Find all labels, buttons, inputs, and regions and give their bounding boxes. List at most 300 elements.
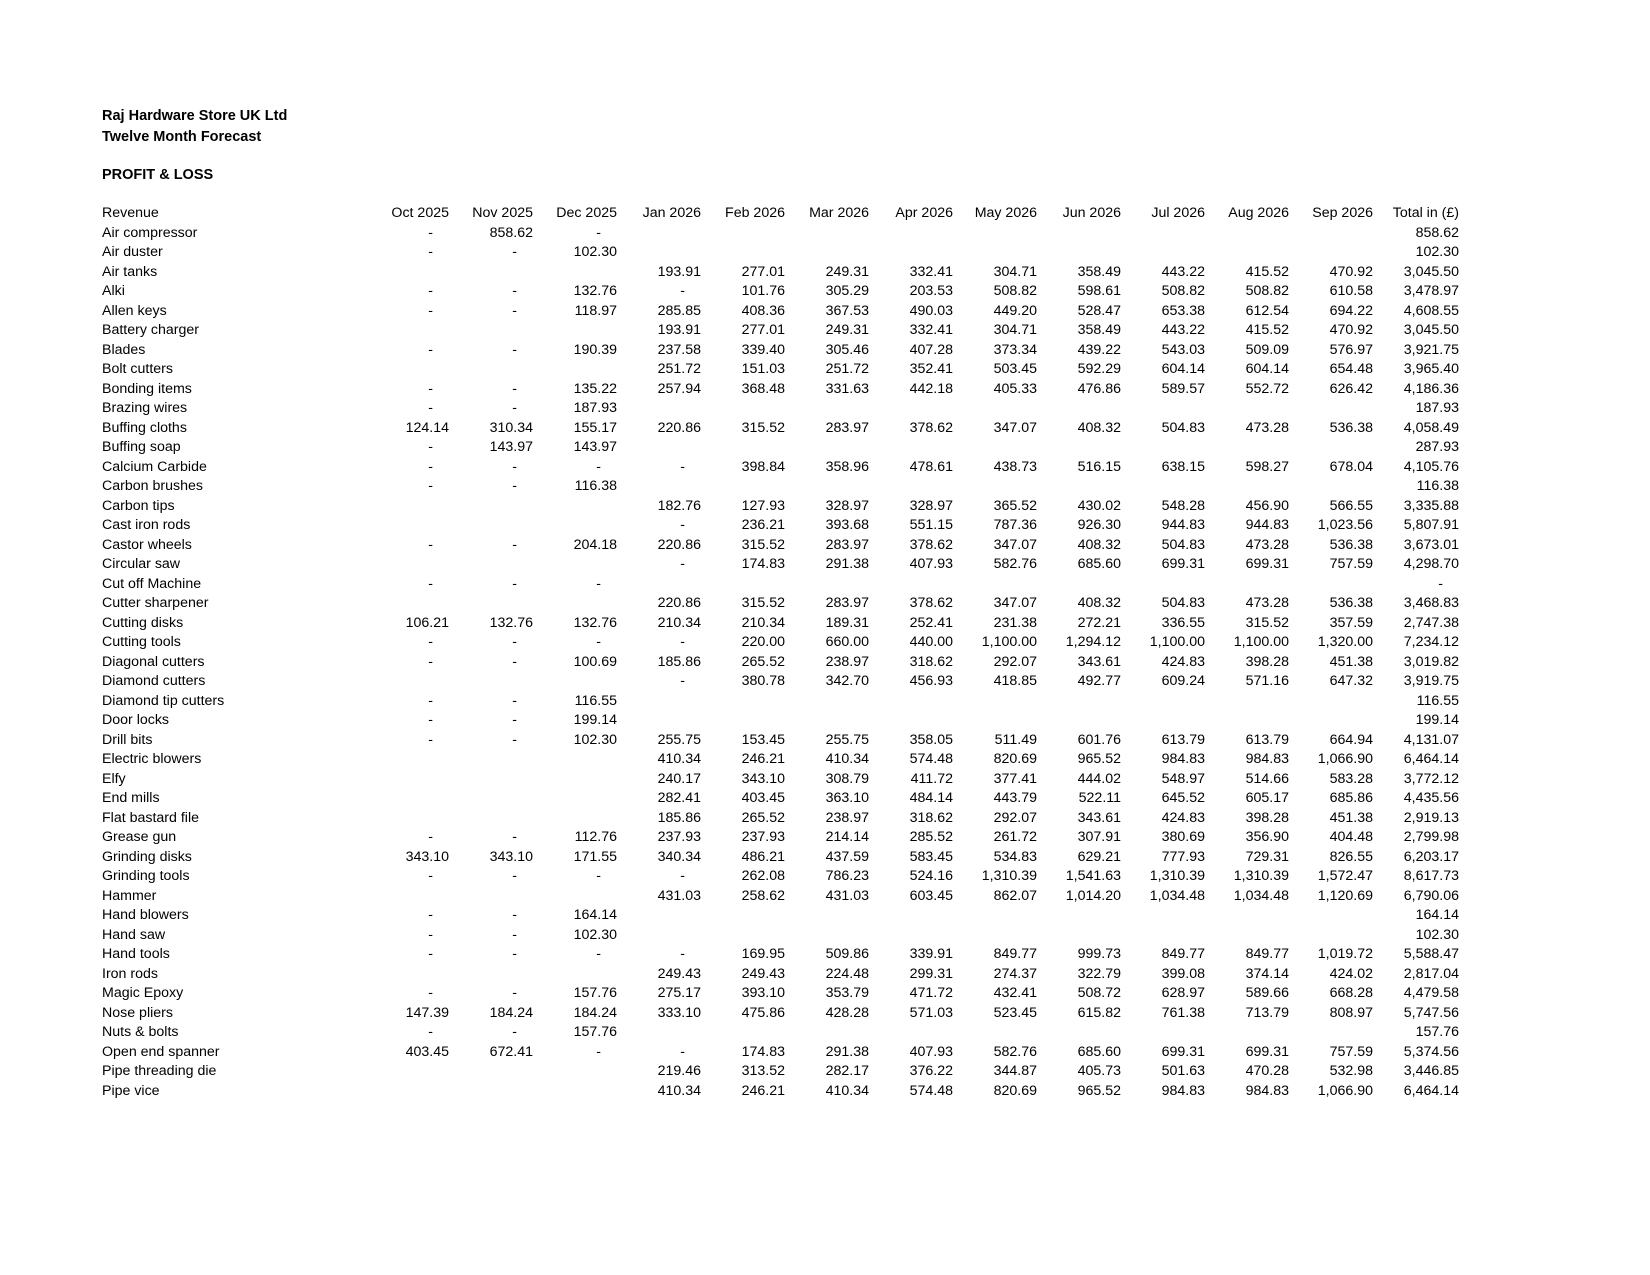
cell: [449, 497, 533, 517]
cell: [533, 321, 617, 341]
cell: 155.17: [573, 419, 617, 436]
cell: -: [512, 302, 517, 319]
cell: 1,120.69: [1317, 887, 1373, 904]
column-header: Sep 2026: [1312, 205, 1373, 221]
cell: 407.28: [909, 341, 953, 358]
cell: 582.76: [993, 1043, 1037, 1060]
cell: 112.76: [574, 829, 617, 845]
cell: 504.83: [1161, 419, 1205, 436]
column-header: Total in (£): [1392, 205, 1459, 221]
table-row: [102, 1043, 1459, 1063]
cell: 328.97: [825, 497, 869, 514]
cell: 365.52: [993, 497, 1037, 514]
cell: 299.31: [909, 965, 953, 982]
table-row: [102, 867, 1459, 887]
cell: [1205, 243, 1289, 263]
cell: 3,019.82: [1403, 653, 1459, 670]
cell: 509.09: [1245, 341, 1289, 358]
cell: [533, 770, 617, 790]
cell: 236.21: [741, 517, 785, 533]
cell: [1205, 906, 1289, 926]
cell: -: [512, 400, 517, 416]
cell: -: [680, 634, 685, 650]
cell: [953, 1023, 1037, 1043]
table-row: [102, 633, 1459, 653]
cell: 313.52: [741, 1063, 785, 1079]
cell: 262.08: [741, 868, 785, 884]
cell: 249.43: [657, 965, 701, 982]
row-label: Bolt cutters: [102, 361, 173, 377]
cell: 1,320.00: [1317, 634, 1373, 650]
cell: [533, 555, 617, 575]
cell: 199.14: [1415, 712, 1459, 728]
cell: -: [428, 985, 433, 1001]
cell: 252.41: [909, 614, 953, 631]
cell: 610.58: [1329, 283, 1373, 299]
cell: [617, 711, 701, 731]
table-row: [102, 419, 1459, 439]
cell: 291.38: [825, 1043, 869, 1060]
cell: 1,100.00: [981, 634, 1037, 650]
cell: 343.61: [1077, 653, 1121, 670]
cell: 164.14: [573, 907, 617, 923]
cell: 405.73: [1077, 1063, 1121, 1079]
cell: [701, 438, 785, 458]
cell: [869, 224, 953, 244]
cell: [953, 477, 1037, 497]
cell: 251.72: [657, 361, 701, 377]
cell: 486.21: [741, 848, 785, 865]
row-label: Cutting tools: [102, 634, 181, 650]
cell: [701, 477, 785, 497]
cell: [869, 692, 953, 712]
cell: 347.07: [993, 419, 1037, 436]
cell: 428.28: [825, 1004, 869, 1021]
cell: [1121, 438, 1205, 458]
cell: 566.55: [1329, 497, 1373, 514]
cell: 116.38: [1416, 478, 1459, 494]
column-header: May 2026: [974, 205, 1037, 221]
cell: 820.69: [993, 1082, 1037, 1099]
table-row: [102, 731, 1459, 751]
cell: 645.52: [1161, 790, 1205, 806]
cell: 127.93: [741, 497, 785, 514]
cell: 647.32: [1329, 673, 1373, 689]
cell: 473.28: [1245, 536, 1289, 553]
cell: -: [512, 283, 517, 299]
cell: 408.36: [741, 302, 785, 319]
row-label: Carbon tips: [102, 497, 175, 514]
cell: [1121, 711, 1205, 731]
cell: [365, 516, 449, 536]
cell: [365, 594, 449, 614]
cell: [953, 575, 1037, 595]
cell: 443.22: [1161, 322, 1205, 338]
cell: [617, 1023, 701, 1043]
cell: [869, 906, 953, 926]
row-label: Iron rods: [102, 965, 158, 982]
cell: 473.28: [1245, 595, 1289, 611]
cell: 511.49: [994, 731, 1037, 748]
cell: 820.69: [993, 751, 1037, 767]
cell: 210.34: [741, 614, 785, 631]
cell: 694.22: [1329, 302, 1373, 319]
cell: 449.20: [993, 302, 1037, 319]
cell: 220.00: [741, 634, 785, 650]
cell: [701, 926, 785, 946]
cell: 598.61: [1077, 283, 1121, 299]
cell: 380.78: [741, 673, 785, 689]
table-row: [102, 887, 1459, 907]
revenue-row-header: Revenue: [102, 205, 159, 221]
cell: 4,435.56: [1403, 790, 1459, 806]
cell: 220.86: [657, 419, 701, 436]
cell: 475.86: [741, 1004, 785, 1021]
cell: 237.93: [741, 829, 785, 845]
cell: 444.02: [1077, 770, 1121, 787]
cell: [533, 497, 617, 517]
cell: 439.22: [1077, 341, 1121, 358]
row-label: Bonding items: [102, 380, 192, 397]
cell: 343.61: [1077, 809, 1121, 826]
cell: [617, 243, 701, 263]
cell: 352.41: [909, 361, 953, 377]
cell: 528.47: [1077, 302, 1121, 319]
column-header: Feb 2026: [725, 205, 785, 221]
cell: 410.34: [825, 751, 869, 767]
cell: 398.28: [1245, 653, 1289, 670]
cell: 257.94: [657, 380, 701, 397]
cell: 393.10: [741, 985, 785, 1001]
cell: 1,294.12: [1065, 634, 1121, 650]
cell: 185.86: [657, 809, 701, 826]
cell: -: [428, 634, 433, 650]
table-row: [102, 945, 1459, 965]
cell: 3,772.12: [1403, 770, 1459, 787]
cell: [785, 692, 869, 712]
cell: 116.55: [1416, 692, 1459, 709]
cell: -: [596, 224, 601, 241]
cell: 210.34: [657, 614, 701, 631]
cell: 965.52: [1077, 1082, 1121, 1099]
cell: 285.52: [909, 829, 953, 845]
cell: 231.38: [993, 614, 1037, 631]
cell: -: [428, 380, 433, 397]
cell: 132.76: [489, 614, 533, 631]
cell: [785, 711, 869, 731]
cell: [869, 243, 953, 263]
column-header: Jul 2026: [1151, 205, 1205, 221]
row-label: Buffing soap: [102, 439, 181, 455]
cell: 508.82: [1245, 283, 1289, 299]
cell: 1,034.48: [1233, 887, 1289, 904]
cell: [1037, 711, 1121, 731]
cell: [533, 809, 617, 829]
row-label: Open end spanner: [102, 1043, 220, 1060]
cell: -: [428, 731, 433, 748]
cell: [617, 438, 701, 458]
cell: [785, 438, 869, 458]
cell: 283.97: [825, 419, 869, 436]
cell: [869, 711, 953, 731]
cell: 189.31: [825, 614, 869, 631]
table-row: [102, 399, 1459, 419]
cell: 862.07: [993, 887, 1037, 904]
row-label: Hand tools: [102, 946, 170, 962]
cell: [1205, 575, 1289, 595]
cell: 255.75: [825, 731, 869, 748]
cell: 604.14: [1245, 361, 1289, 377]
cell: 1,066.90: [1317, 1082, 1373, 1099]
cell: 1,310.39: [1149, 868, 1205, 884]
cell: 576.97: [1329, 341, 1373, 358]
cell: [365, 770, 449, 790]
cell: 3,446.85: [1403, 1063, 1459, 1079]
cell: 424.83: [1161, 809, 1205, 826]
cell: 628.97: [1161, 985, 1205, 1001]
cell: 571.03: [909, 1004, 953, 1021]
table-row: [102, 848, 1459, 868]
cell: 237.93: [657, 829, 701, 845]
cell: 613.79: [1161, 731, 1205, 748]
cell: 1,023.56: [1317, 517, 1373, 533]
cell: [365, 263, 449, 283]
cell: 6,203.17: [1403, 848, 1459, 865]
cell: -: [428, 575, 433, 592]
cell: -: [428, 829, 433, 845]
cell: 308.79: [825, 770, 869, 787]
cell: 174.83: [741, 1043, 785, 1060]
cell: 204.18: [573, 536, 617, 553]
cell: -: [512, 536, 517, 553]
cell: 106.21: [405, 614, 449, 631]
cell: 398.84: [741, 458, 785, 475]
row-label: Air duster: [102, 244, 163, 260]
cell: 184.24: [489, 1004, 533, 1021]
cell: [1205, 477, 1289, 497]
cell: 5,374.56: [1403, 1043, 1459, 1060]
cell: 516.15: [1077, 458, 1121, 475]
company-name: Raj Hardware Store UK Ltd: [102, 108, 288, 124]
cell: 102.30: [573, 244, 617, 260]
cell: 984.83: [1161, 1082, 1205, 1099]
cell: 377.41: [993, 770, 1037, 787]
cell: 761.38: [1161, 1004, 1205, 1021]
row-label: Nose pliers: [102, 1004, 173, 1021]
row-label: Diamond cutters: [102, 673, 206, 689]
cell: 310.34: [489, 419, 533, 436]
cell: 443.22: [1161, 263, 1205, 280]
cell: [449, 516, 533, 536]
cell: 451.38: [1329, 653, 1373, 670]
cell: 143.97: [573, 439, 617, 455]
cell: [449, 555, 533, 575]
cell: 174.83: [741, 556, 785, 572]
cell: 407.93: [909, 1043, 953, 1060]
cell: 858.62: [489, 224, 533, 241]
cell: 368.48: [741, 380, 785, 397]
cell: [869, 438, 953, 458]
row-label: Pipe vice: [102, 1082, 160, 1099]
column-header: Oct 2025: [391, 205, 449, 221]
cell: 171.55: [573, 848, 617, 865]
cell: [1037, 243, 1121, 263]
cell: 347.07: [993, 536, 1037, 553]
cell: [1205, 438, 1289, 458]
cell: 508.82: [1161, 283, 1205, 299]
cell: [365, 965, 449, 985]
cell: [1037, 1023, 1121, 1043]
cell: -: [512, 907, 517, 923]
cell: [785, 1023, 869, 1043]
cell: [449, 1082, 533, 1102]
row-label: Blades: [102, 341, 146, 358]
cell: -: [680, 673, 685, 689]
cell: 685.86: [1329, 790, 1373, 806]
cell: 356.90: [1245, 829, 1289, 845]
cell: -: [596, 946, 601, 962]
cell: [365, 1082, 449, 1102]
cell: 431.03: [825, 887, 869, 904]
cell: 315.52: [741, 536, 785, 553]
table-row: [102, 477, 1459, 497]
cell: 101.76: [741, 283, 785, 299]
cell: -: [512, 692, 517, 709]
table-row: [102, 614, 1459, 634]
cell: [1037, 399, 1121, 419]
cell: [365, 750, 449, 770]
cell: [701, 711, 785, 731]
cell: 147.39: [405, 1004, 449, 1021]
cell: [869, 575, 953, 595]
cell: 944.83: [1161, 517, 1205, 533]
cell: 508.72: [1077, 985, 1121, 1001]
cell: [701, 399, 785, 419]
table-row: [102, 1082, 1459, 1102]
table-row: [102, 282, 1459, 302]
cell: [1121, 1023, 1205, 1043]
column-header: Jun 2026: [1062, 205, 1121, 221]
cell: 504.83: [1161, 595, 1205, 611]
cell: 282.41: [657, 790, 701, 806]
cell: 275.17: [657, 985, 701, 1001]
cell: [449, 789, 533, 809]
cell: 615.82: [1077, 1004, 1121, 1021]
cell: 272.21: [1077, 614, 1121, 631]
cell: 613.79: [1245, 731, 1289, 748]
cell: 777.93: [1161, 848, 1205, 865]
cell: [785, 906, 869, 926]
cell: 305.46: [825, 341, 869, 358]
cell: [449, 887, 533, 907]
cell: [1289, 243, 1373, 263]
cell: 787.36: [993, 517, 1037, 533]
cell: 699.31: [1161, 556, 1205, 572]
cell: 238.97: [825, 653, 869, 670]
cell: [365, 321, 449, 341]
table-row: [102, 302, 1459, 322]
cell: -: [596, 458, 601, 475]
cell: 353.79: [825, 985, 869, 1001]
cell: 713.79: [1245, 1004, 1289, 1021]
cell: 358.05: [909, 731, 953, 748]
cell: -: [512, 653, 517, 670]
column-header: Mar 2026: [809, 205, 869, 221]
cell: [1037, 438, 1121, 458]
cell: 430.02: [1077, 497, 1121, 514]
cell: [365, 497, 449, 517]
cell: 304.71: [993, 322, 1037, 338]
cell: 378.62: [909, 536, 953, 553]
table-row: [102, 1062, 1459, 1082]
cell: 408.32: [1077, 536, 1121, 553]
cell: [533, 1062, 617, 1082]
cell: [449, 1062, 533, 1082]
cell: 358.49: [1077, 263, 1121, 280]
cell: 438.73: [993, 458, 1037, 475]
cell: 282.17: [825, 1063, 869, 1079]
table-row: [102, 906, 1459, 926]
table-row: [102, 516, 1459, 536]
cell: -: [428, 712, 433, 728]
cell: [1289, 926, 1373, 946]
cell: [449, 770, 533, 790]
cell: [365, 809, 449, 829]
cell: 404.48: [1329, 829, 1373, 845]
cell: 849.77: [993, 946, 1037, 962]
cell: 4,186.36: [1403, 380, 1459, 397]
cell: [1205, 711, 1289, 731]
cell: [533, 360, 617, 380]
cell: -: [680, 946, 685, 962]
cell: 340.34: [657, 848, 701, 865]
cell: 1,100.00: [1149, 634, 1205, 650]
cell: [617, 224, 701, 244]
cell: [1205, 692, 1289, 712]
cell: 685.60: [1077, 1043, 1121, 1060]
row-label: Hand saw: [102, 926, 166, 943]
cell: 484.14: [909, 790, 953, 806]
cell: 456.90: [1245, 497, 1289, 514]
table-header-row: [102, 204, 1459, 224]
cell: [1037, 926, 1121, 946]
table-row: [102, 926, 1459, 946]
cell: [617, 575, 701, 595]
cell: -: [428, 1024, 433, 1040]
cell: 473.28: [1245, 419, 1289, 436]
cell: [449, 672, 533, 692]
table-row: [102, 692, 1459, 712]
cell: 378.62: [909, 419, 953, 436]
cell: 315.52: [1245, 614, 1289, 631]
cell: 1,310.39: [981, 868, 1037, 884]
cell: -: [596, 1043, 601, 1060]
cell: 132.76: [573, 283, 617, 299]
cell: 411.72: [910, 770, 953, 787]
cell: 501.63: [1161, 1063, 1205, 1079]
cell: -: [512, 868, 517, 884]
cell: 4,105.76: [1403, 458, 1459, 475]
cell: 589.66: [1245, 985, 1289, 1001]
cell: 240.17: [657, 770, 701, 787]
cell: [1289, 399, 1373, 419]
cell: -: [680, 1043, 685, 1060]
cell: [449, 263, 533, 283]
cell: [953, 906, 1037, 926]
cell: 626.42: [1329, 380, 1373, 397]
cell: 224.48: [825, 965, 869, 982]
cell: 363.10: [825, 790, 869, 806]
